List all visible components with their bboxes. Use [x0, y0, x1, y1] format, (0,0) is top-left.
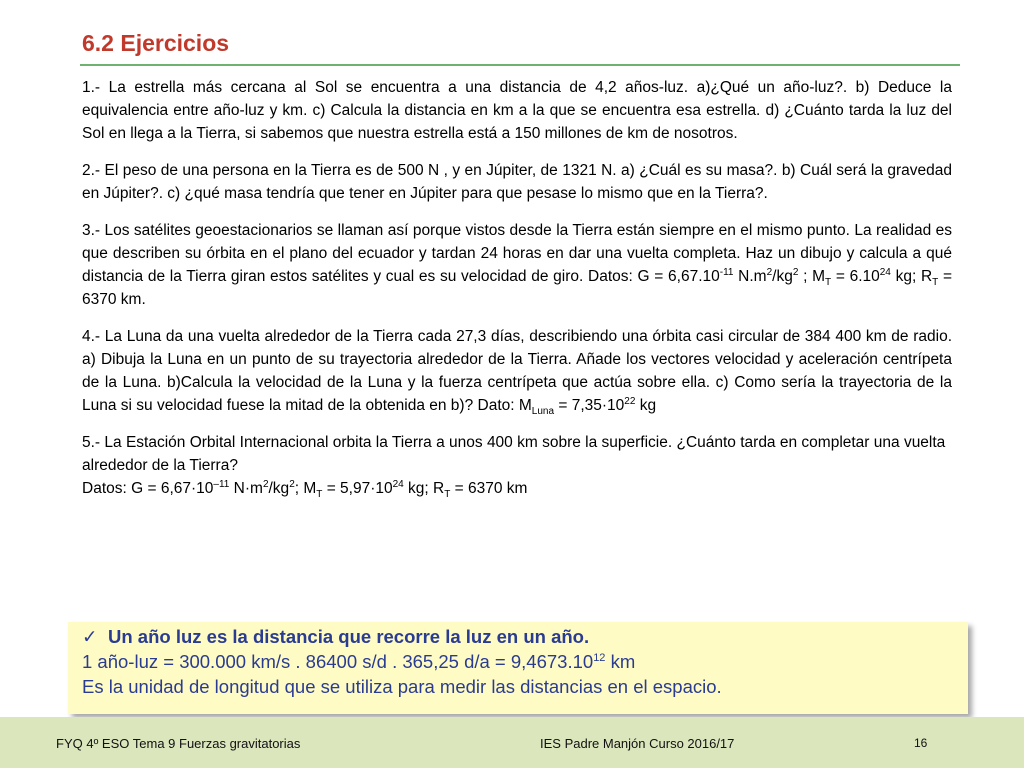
exercise-5-data: kg; R [403, 480, 445, 497]
exercise-4-exponent: 22 [624, 395, 636, 407]
exercise-4-subscript: Luna [531, 406, 555, 418]
callout-heading-text: Un año luz es la distancia que recorre la luz en un año. [108, 626, 590, 647]
callout-formula-exponent: 12 [593, 651, 606, 664]
exercise-4-text: 4.- La Luna da una vuelta alrededor de la Tierra cada 27,3 días, describiendo una órbita casi circular de 384 400 km de radio. a) Dibuja la Luna en un punto de su trayectoria alrededor de la Tierra. Añade los vectores velocidad y aceleración centrípeta de la Luna. b)Calcula la velocidad de la Luna y la fuerza centrípeta que actúa sobre ella. c) Como sería la trayectoria de la Luna si su velocidad fuese la mitad de la obtenida en b)? Dato: M [82, 328, 952, 414]
exercise-5-exponent: –11 [213, 478, 230, 490]
exercise-5-data: = 5,97·10 [322, 480, 393, 497]
exercise-1-text: 1.- La estrella más cercana al Sol se encuentra a una distancia de 4,2 años-luz. a)¿Qué un año-luz?. b) Deduce la equivalencia entre año-luz y km. c) Calcula la distancia en km a la que se encuentra esa estrella. d) ¿Cuánto tarda la luz del Sol en llega a la Tierra, si sabemos que nuestra estrella está a 150 millones de km de nosotros. [82, 79, 952, 142]
exercise-5-data: = 6370 km [450, 480, 528, 497]
exercise-3-text: = 6.10 [831, 268, 880, 285]
exercise-5-question: 5.- La Estación Orbital Internacional orbita la Tierra a unos 400 km sobre la superficie. ¿Cuánto tarda en completar una vuelta alrededor de la Tierra? [82, 434, 946, 474]
callout-formula [82, 649, 968, 674]
exercise-5-data: N·m [229, 480, 263, 497]
exercise-5-exponent: 24 [392, 478, 404, 490]
callout-formula-text: 1 año-luz = 300.000 km/s . 86400 s/d . 365,25 d/a = 9,4673.10 [82, 651, 594, 672]
exercise-2-text: 2.- El peso de una persona en la Tierra es de 500 N , y en Júpiter, de 1321 N. a) ¿Cuál es su masa?. b) Cuál será la gravedad en Júpiter?. c) ¿qué masa tendría que tener en Júpiter para que pesase lo mismo que en la Tierra?. [82, 162, 952, 202]
exercise-3-text: ; M [798, 268, 826, 285]
exercise-5-data: /kg [268, 480, 290, 497]
exercise-3-text: N.m [733, 268, 767, 285]
slide-title: 6.2 Ejercicios [82, 30, 230, 56]
exercise-3-text: = 6370 km. [82, 268, 952, 308]
exercise-2 [82, 159, 952, 205]
exercise-3-exponent: -11 [719, 266, 734, 278]
exercise-3-text: kg; R [890, 268, 933, 285]
exercise-3 [82, 219, 952, 311]
title-divider [80, 64, 960, 66]
exercise-3-exponent: 24 [879, 266, 891, 278]
footer-course-topic: FYQ 4º ESO Tema 9 Fuerzas gravitatorias [56, 736, 301, 751]
exercise-5-exponent: 2 [262, 478, 269, 490]
answer-callout [68, 622, 968, 714]
exercise-5 [82, 431, 952, 500]
exercise-list [82, 76, 952, 514]
exercise-3-subscript: T [932, 277, 939, 289]
exercise-1 [82, 76, 952, 145]
exercise-5-data: Datos: G = 6,67·10 [82, 480, 214, 497]
exercise-4-text: kg [635, 397, 657, 414]
callout-formula-unit: km [605, 651, 636, 672]
exercise-3-exponent: 2 [766, 266, 773, 278]
callout-description: Es la unidad de longitud que se utiliza para medir las distancias en el espacio. [82, 676, 722, 697]
exercise-3-text: 3.- Los satélites geoestacionarios se llaman así porque vistos desde la Tierra están siempre en el mismo punto. La realidad es que describen su órbita en el plano del ecuador y tardan 24 horas en dar una vuelta completa. Haz un dibujo y calcula a qué distancia de la Tierra giran estos satélites y cual es su velocidad de giro. Datos: G = 6,67.10 [82, 222, 952, 285]
exercise-3-text: /kg [772, 268, 793, 285]
footer-school-year: IES Padre Manjón Curso 2016/17 [540, 736, 735, 751]
exercise-4-text: = 7,35·10 [554, 397, 625, 414]
callout-heading [82, 624, 968, 649]
exercise-5-subscript: T [444, 489, 451, 501]
checkmark-icon: ✓ [82, 626, 98, 647]
exercise-3-exponent: 2 [792, 266, 799, 278]
exercise-5-data: ; M [294, 480, 317, 497]
exercise-5-exponent: 2 [289, 478, 295, 490]
exercise-5-subscript: T [316, 489, 323, 501]
exercise-4 [82, 325, 952, 417]
exercise-3-subscript: T [825, 277, 832, 289]
page-number: 16 [914, 736, 928, 750]
